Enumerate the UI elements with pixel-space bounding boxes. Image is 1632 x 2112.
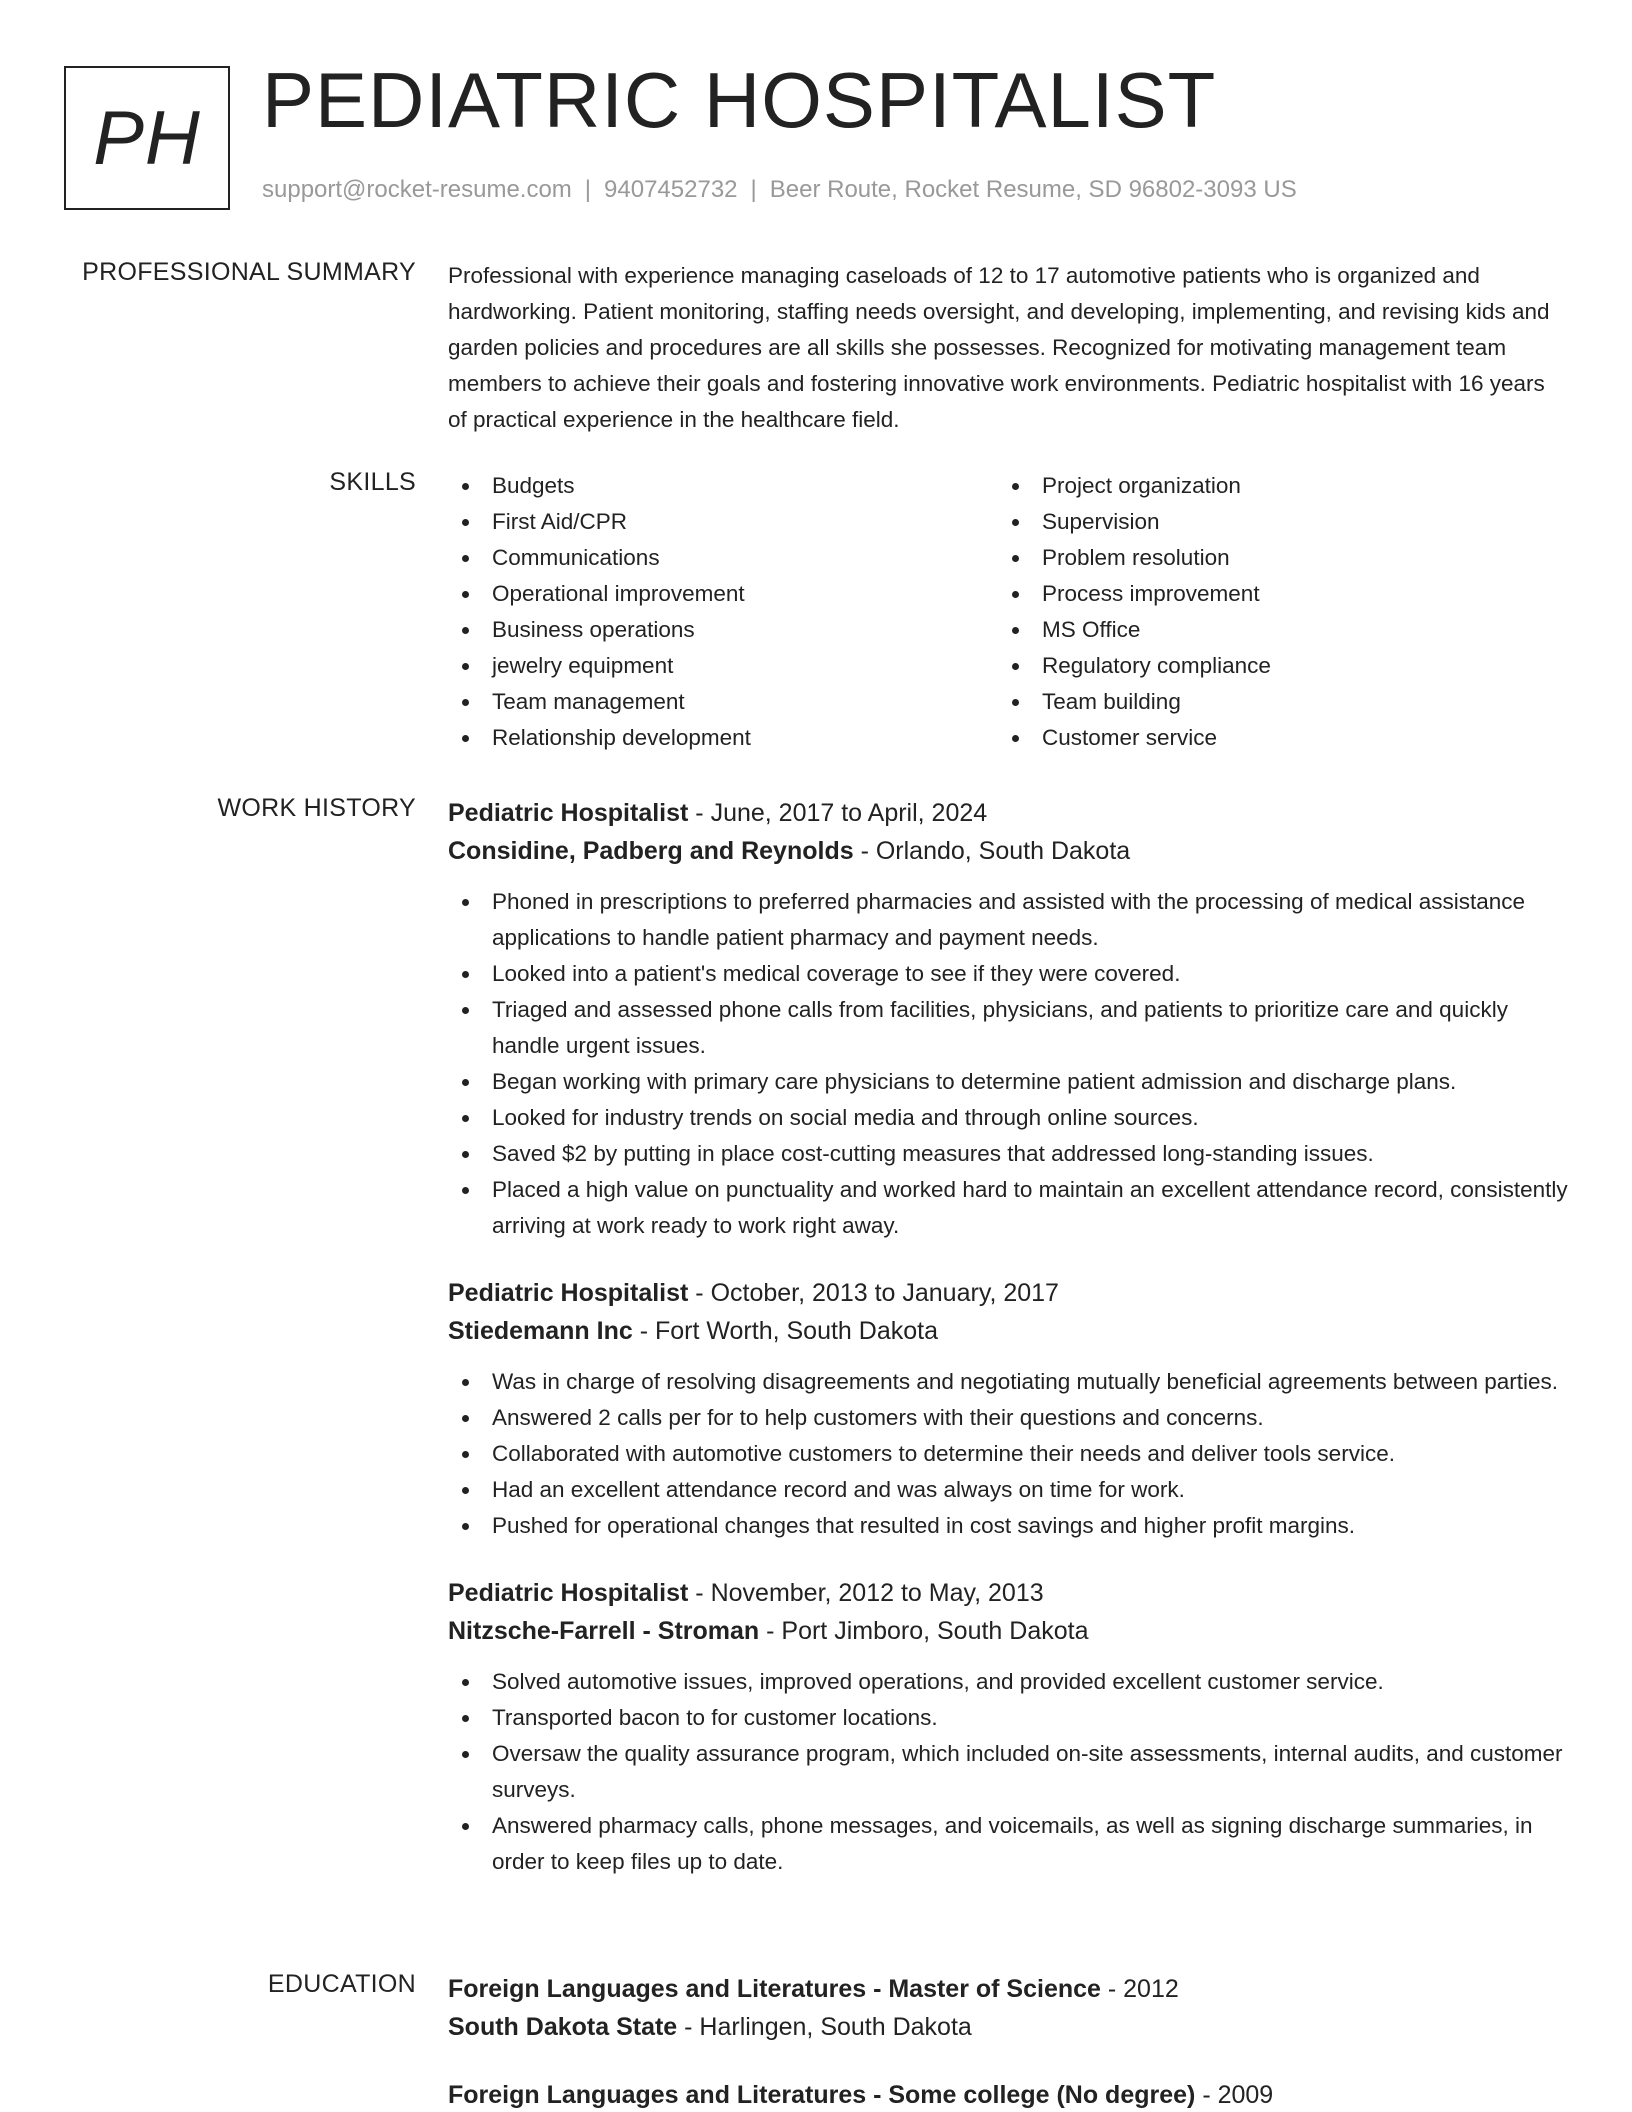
education-entry bbox=[448, 1970, 1568, 2046]
skill-item: Business operations bbox=[448, 612, 998, 648]
education-entry bbox=[448, 2076, 1568, 2112]
contact-separator: | bbox=[584, 176, 592, 203]
job-bullet: Phoned in prescriptions to preferred pharmacies and assisted with the processing of medical assistance applications to handle patient pharmacy and payment needs. bbox=[448, 884, 1568, 956]
monogram-box bbox=[64, 66, 230, 210]
job-entry bbox=[448, 794, 1568, 1244]
job-title-line bbox=[448, 794, 1568, 832]
contact-email: support@rocket-resume.com bbox=[262, 176, 572, 203]
skill-item: jewelry equipment bbox=[448, 648, 998, 684]
job-bullet: Saved $2 by putting in place cost-cutting measures that addressed long-standing issues. bbox=[448, 1136, 1568, 1172]
section-label-summary: PROFESSIONAL SUMMARY bbox=[82, 258, 416, 286]
skills-list-right bbox=[998, 468, 1548, 756]
education-degree-line bbox=[448, 2076, 1568, 2112]
job-bullet: Answered pharmacy calls, phone messages, and voicemails, as well as signing discharge summaries, in order to keep files up to date. bbox=[448, 1808, 1568, 1880]
summary-body bbox=[448, 258, 1568, 438]
skill-item: Problem resolution bbox=[998, 540, 1548, 576]
job-bullet: Looked into a patient's medical coverage to see if they were covered. bbox=[448, 956, 1568, 992]
job-entry bbox=[448, 1574, 1568, 1880]
job-dates: - October, 2013 to January, 2017 bbox=[688, 1279, 1059, 1307]
education-degree: Foreign Languages and Literatures - Some college (No degree) bbox=[448, 2081, 1196, 2109]
section-label-skills: SKILLS bbox=[329, 468, 416, 496]
job-bullet: Oversaw the quality assurance program, which included on-site assessments, internal audits, and customer surveys. bbox=[448, 1736, 1568, 1808]
job-company: Nitzsche-Farrell - Stroman bbox=[448, 1617, 760, 1645]
job-bullet: Had an excellent attendance record and was always on time for work. bbox=[448, 1472, 1568, 1508]
section-label-work: WORK HISTORY bbox=[217, 794, 416, 822]
skill-item: Team building bbox=[998, 684, 1548, 720]
skill-item: Budgets bbox=[448, 468, 998, 504]
job-bullets bbox=[448, 1664, 1568, 1880]
skill-item: Relationship development bbox=[448, 720, 998, 756]
skill-item: Team management bbox=[448, 684, 998, 720]
work-history-body bbox=[448, 794, 1568, 1910]
job-title-line bbox=[448, 1574, 1568, 1612]
education-school-line bbox=[448, 2008, 1568, 2046]
job-bullet: Placed a high value on punctuality and worked hard to maintain an excellent attendance record, consistently arriving at work ready to work right away. bbox=[448, 1172, 1568, 1244]
summary-text: Professional with experience managing caseloads of 12 to 17 automotive patients who is organized and hardworking. Patient monitoring, staffing needs oversight, and developing, implementing, and revising kids and garden policies and procedures are all skills she possesses. Recognized for motivating management team members to achieve their goals and fostering innovative work environments. Pediatric hospitalist with 16 years of practical experience in the healthcare field. bbox=[448, 263, 1550, 432]
skill-item: Regulatory compliance bbox=[998, 648, 1548, 684]
education-year: - 2009 bbox=[1195, 2081, 1274, 2109]
education-degree: Foreign Languages and Literatures - Master of Science bbox=[448, 1975, 1101, 2003]
job-dates: - June, 2017 to April, 2024 bbox=[688, 799, 988, 827]
job-bullet: Was in charge of resolving disagreements and negotiating mutually beneficial agreements between parties. bbox=[448, 1364, 1568, 1400]
education-location: - Harlingen, South Dakota bbox=[677, 2013, 972, 2041]
skill-item: MS Office bbox=[998, 612, 1548, 648]
job-bullet: Looked for industry trends on social media and through online sources. bbox=[448, 1100, 1568, 1136]
job-location: - Port Jimboro, South Dakota bbox=[759, 1617, 1089, 1645]
job-company-line bbox=[448, 1312, 1568, 1350]
skill-item: Supervision bbox=[998, 504, 1548, 540]
contact-phone: 9407452732 bbox=[604, 176, 738, 203]
skill-item: Project organization bbox=[998, 468, 1548, 504]
skills-list-left bbox=[448, 468, 998, 756]
skill-item: Operational improvement bbox=[448, 576, 998, 612]
job-location: - Fort Worth, South Dakota bbox=[632, 1317, 938, 1345]
job-company: Considine, Padberg and Reynolds bbox=[448, 837, 854, 865]
section-label-education: EDUCATION bbox=[267, 1970, 416, 1998]
skill-item: First Aid/CPR bbox=[448, 504, 998, 540]
job-bullet: Triaged and assessed phone calls from facilities, physicians, and patients to prioritize care and quickly handle urgent issues. bbox=[448, 992, 1568, 1064]
education-school: South Dakota State bbox=[448, 2013, 678, 2041]
job-title-line bbox=[448, 1274, 1568, 1312]
job-title: Pediatric Hospitalist bbox=[448, 799, 689, 827]
skill-item: Process improvement bbox=[998, 576, 1548, 612]
contact-separator: | bbox=[750, 176, 757, 203]
skill-item: Communications bbox=[448, 540, 998, 576]
education-degree-line bbox=[448, 1970, 1568, 2008]
education-body bbox=[448, 1970, 1568, 2112]
job-company-line bbox=[448, 1612, 1568, 1650]
resume-name: PEDIATRIC HOSPITALIST bbox=[262, 56, 1217, 144]
job-bullet: Pushed for operational changes that resulted in cost savings and higher profit margins. bbox=[448, 1508, 1568, 1544]
education-year: - 2012 bbox=[1100, 1975, 1179, 2003]
job-location: - Orlando, South Dakota bbox=[853, 837, 1131, 865]
skills-body bbox=[448, 468, 1568, 756]
job-bullet: Solved automotive issues, improved operations, and provided excellent customer service. bbox=[448, 1664, 1568, 1700]
job-title: Pediatric Hospitalist bbox=[448, 1279, 689, 1307]
monogram-initials: PH bbox=[93, 95, 201, 181]
job-bullet: Began working with primary care physicians to determine patient admission and discharge plans. bbox=[448, 1064, 1568, 1100]
skill-item: Customer service bbox=[998, 720, 1548, 756]
job-bullet: Transported bacon to for customer locations. bbox=[448, 1700, 1568, 1736]
contact-address: Beer Route, Rocket Resume, SD 96802-3093 US bbox=[769, 176, 1297, 203]
job-company: Stiedemann Inc bbox=[448, 1317, 633, 1345]
job-bullets bbox=[448, 1364, 1568, 1544]
job-dates: - November, 2012 to May, 2013 bbox=[688, 1579, 1044, 1607]
job-bullet: Answered 2 calls per for to help customers with their questions and concerns. bbox=[448, 1400, 1568, 1436]
job-title: Pediatric Hospitalist bbox=[448, 1579, 689, 1607]
job-bullet: Collaborated with automotive customers to determine their needs and deliver tools service. bbox=[448, 1436, 1568, 1472]
job-bullets bbox=[448, 884, 1568, 1244]
job-company-line bbox=[448, 832, 1568, 870]
job-entry bbox=[448, 1274, 1568, 1544]
contact-line bbox=[262, 176, 1297, 204]
